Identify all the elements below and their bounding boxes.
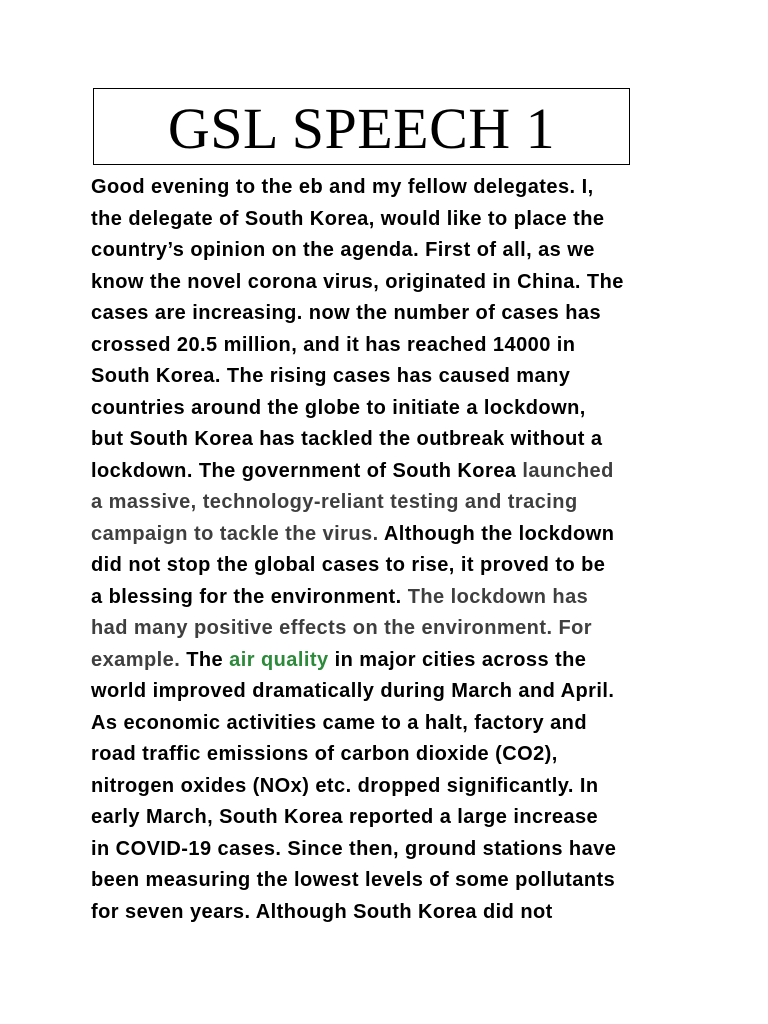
speech-text-segment: in COVID-19 cases. Since then, ground stations have (91, 837, 617, 860)
speech-text-segment: cases are increasing. now the number of cases has (91, 302, 602, 324)
speech-line (91, 708, 683, 740)
speech-text-segment: a massive, technology-reliant testing and tracing (91, 491, 578, 513)
speech-text-segment: crossed 20.5 million, and it has reached 14000 in (91, 333, 576, 356)
speech-text-segment: but South Korea has tackled the outbreak without a (91, 428, 603, 450)
speech-line (91, 582, 683, 614)
speech-line (91, 172, 683, 204)
speech-text-segment: for seven years. Although South Korea did not (91, 900, 553, 923)
speech-text-segment: early March, South Korea reported a large increase (91, 806, 599, 828)
speech-text-segment: launched (522, 459, 614, 482)
speech-text-segment: did not stop the global cases to rise, it proved to be (91, 554, 606, 576)
speech-line (91, 802, 683, 834)
speech-line (91, 834, 683, 866)
page-title: GSL SPEECH 1 (167, 95, 556, 161)
speech-text-segment: country’s opinion on the agenda. First of all, as we (91, 239, 595, 261)
speech-line (91, 739, 683, 771)
speech-line (91, 550, 683, 582)
speech-line (91, 361, 683, 393)
speech-text-segment: had many positive effects on the environment. For (91, 617, 593, 639)
speech-text-segment: Although the lockdown (378, 522, 615, 545)
speech-text-segment: The lockdown has (407, 585, 589, 608)
speech-text-segment: been measuring the lowest levels of some pollutants (91, 869, 616, 891)
speech-line (91, 676, 683, 708)
speech-line (91, 424, 683, 456)
speech-line (91, 771, 683, 803)
speech-line (91, 235, 683, 267)
speech-line (91, 487, 683, 519)
speech-text-segment: world improved dramatically during March and April. (91, 680, 615, 702)
speech-body (91, 172, 683, 928)
speech-text-segment: know the novel corona virus, originated in China. The (91, 270, 624, 293)
speech-text-segment: air quality (229, 648, 329, 671)
speech-text-segment: the delegate of South Korea, would like to place the (91, 207, 605, 230)
speech-line (91, 204, 683, 236)
speech-line (91, 330, 683, 362)
speech-line (91, 267, 683, 299)
speech-text-segment: As economic activities came to a halt, factory and (91, 711, 587, 734)
speech-text-segment: lockdown. The government of South Korea (91, 459, 523, 482)
speech-line (91, 897, 683, 929)
speech-line (91, 519, 683, 551)
speech-text-segment: South Korea. The rising cases has caused many (91, 365, 571, 387)
title-box (93, 88, 630, 165)
speech-line (91, 456, 683, 488)
speech-text-segment: nitrogen oxides (NOx) etc. dropped significantly. In (91, 774, 599, 797)
speech-text-segment: road traffic emissions of carbon dioxide (CO2), (91, 743, 558, 765)
speech-text-segment: a blessing for the environment. (91, 585, 408, 608)
speech-text-segment: campaign to tackle the virus. (91, 522, 379, 545)
speech-line (91, 613, 683, 645)
speech-text-segment: example. (91, 648, 181, 671)
speech-line (91, 645, 683, 677)
speech-line (91, 393, 683, 425)
speech-text-segment: countries around the globe to initiate a lockdown, (91, 396, 586, 419)
speech-text-segment: The (180, 648, 230, 671)
speech-line (91, 298, 683, 330)
speech-line (91, 865, 683, 897)
speech-text-segment: in major cities across the (328, 648, 587, 671)
speech-text-segment: Good evening to the eb and my fellow delegates. I, (91, 176, 594, 198)
